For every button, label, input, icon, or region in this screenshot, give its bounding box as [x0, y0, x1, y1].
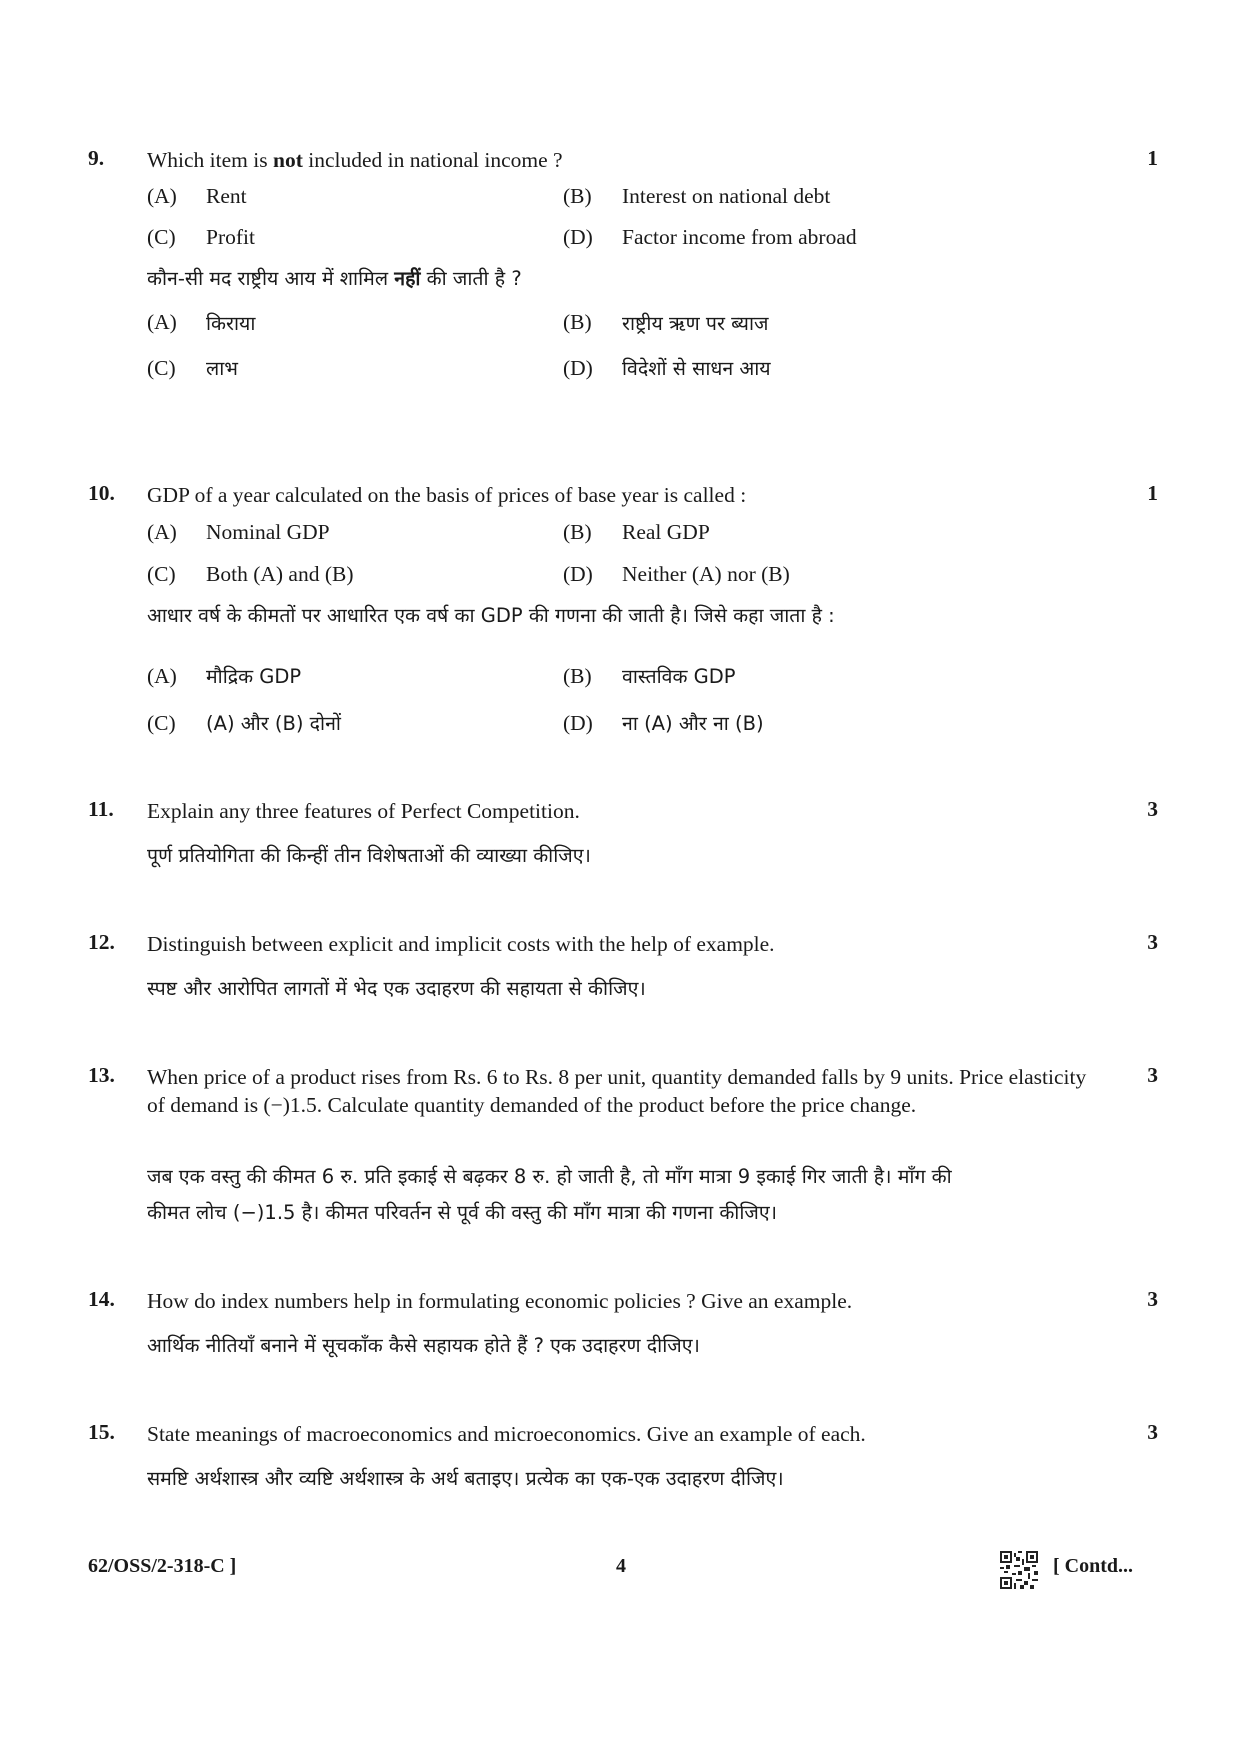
question-text-hindi-line-2: कीमत लोच (−)1.5 है। कीमत परिवर्तन से पूर्व की वस्तु की माँग मात्रा की गणना कीजिए। — [147, 1201, 778, 1224]
marks: 3 — [1147, 1287, 1158, 1311]
marks: 3 — [1147, 930, 1158, 954]
question-number: 11. — [88, 797, 114, 821]
question-text: GDP of a year calculated on the basis of prices of base year is called : — [147, 483, 747, 507]
question-number: 13. — [88, 1063, 115, 1087]
question-text-hindi: आधार वर्ष के कीमतों पर आधारित एक वर्ष का GDP की गणना की जाती है। जिसे कहा जाता है : — [147, 604, 835, 627]
question-text-hindi: आर्थिक नीतियाँ बनाने में सूचकाँक कैसे सहायक होते हैं ? एक उदाहरण दीजिए। — [147, 1334, 700, 1357]
question-text: State meanings of macroeconomics and microeconomics. Give an example of each. — [147, 1422, 866, 1446]
question-text: Distinguish between explicit and implicit costs with the help of example. — [147, 932, 775, 956]
question-text: Explain any three features of Perfect Competition. — [147, 799, 580, 823]
question-number: 12. — [88, 930, 115, 954]
paper-code: 62/OSS/2-318-C ] — [88, 1555, 237, 1577]
qr-code-icon — [1000, 1551, 1038, 1589]
marks: 1 — [1147, 146, 1158, 170]
question-number: 14. — [88, 1287, 115, 1311]
question-text: Which item is not included in national income ? — [147, 148, 563, 172]
question-text-hindi: कौन-सी मद राष्ट्रीय आय में शामिल नहीं की जाती है ? — [147, 267, 522, 290]
marks: 3 — [1147, 797, 1158, 821]
marks: 3 — [1147, 1063, 1158, 1087]
marks: 3 — [1147, 1420, 1158, 1444]
page-number: 4 — [616, 1555, 626, 1577]
question-text: How do index numbers help in formulating economic policies ? Give an example. — [147, 1289, 853, 1313]
question-number: 15. — [88, 1420, 115, 1444]
question-text-hindi: स्पष्ट और आरोपित लागतों में भेद एक उदाहरण की सहायता से कीजिए। — [147, 977, 646, 1000]
question-number: 10. — [88, 481, 115, 505]
question-text-hindi-line-1: जब एक वस्तु की कीमत 6 रु. प्रति इकाई से बढ़कर 8 रु. हो जाती है, तो माँग मात्रा 9 इकाई गिर जाती है। माँग की — [147, 1165, 952, 1188]
question-text: When price of a product rises from Rs. 6 to Rs. 8 per unit, quantity demanded falls by 9 units. Price elasticity of demand is (−)1.5. Calculate quantity demanded of the product before the price change. — [147, 1065, 1087, 1117]
question-text-hindi: पूर्ण प्रतियोगिता की किन्हीं तीन विशेषताओं की व्याख्या कीजिए। — [147, 844, 591, 867]
continued-label: [ Contd... — [1053, 1555, 1134, 1577]
question-number: 9. — [88, 146, 105, 170]
question-text-hindi: समष्टि अर्थशास्त्र और व्यष्टि अर्थशास्त्र के अर्थ बताइए। प्रत्येक का एक-एक उदाहरण दीजिए। — [147, 1467, 784, 1490]
marks: 1 — [1147, 481, 1158, 505]
